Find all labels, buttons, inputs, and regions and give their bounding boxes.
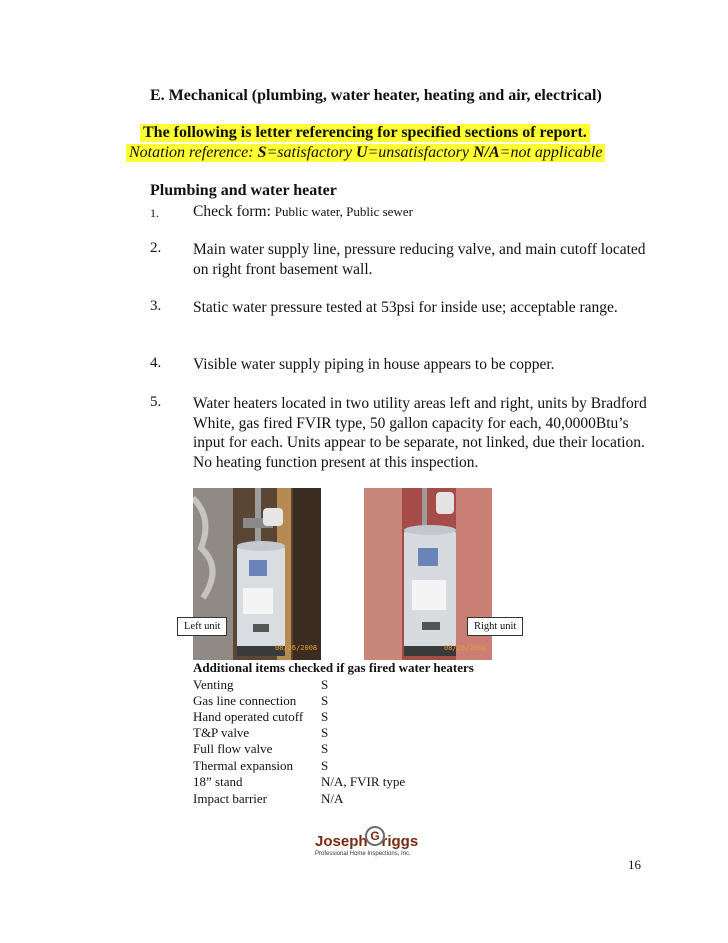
check-label: T&P valve [193, 725, 250, 740]
logo-name-left: Joseph [315, 833, 368, 850]
check-value: S [321, 725, 329, 740]
check-label: Thermal expansion [193, 758, 293, 773]
list-item [193, 202, 653, 222]
photo-date-stamp: 08/26/2008 [444, 644, 487, 652]
check-label: Full flow valve [193, 741, 273, 756]
logo-tagline: Professional Home Inspections, Inc. [315, 851, 411, 857]
list-item: Water heaters located in two utility areas left and right, units by Bradford White, gas fired FVIR type, 50 gallon capacity for each, 40,0000Btu’s input for each. Units appear to be separate, not linked, due their location. No heating function present at this inspection. [193, 395, 647, 471]
company-logo [315, 828, 427, 862]
additional-items-title: Additional items checked if gas fired water heaters [193, 660, 474, 675]
list-item: Static water pressure tested at 53psi for inside use; acceptable range. [193, 299, 618, 316]
item-number: 5. [150, 394, 162, 410]
highlight-line: The following is letter referencing for specified sections of report. [140, 124, 590, 142]
check-value: N/A [321, 791, 344, 806]
left-unit-label: Left unit [177, 617, 227, 636]
check-label: Gas line connection [193, 693, 297, 708]
notation-u-text: =unsatisfactory [367, 144, 473, 161]
notation-s-key: S [257, 144, 267, 161]
check-value: S [321, 693, 329, 708]
check-value: S [321, 677, 329, 692]
subheading: Plumbing and water heater [150, 182, 337, 199]
notation-na-text: =not applicable [499, 144, 603, 161]
check-value: S [321, 741, 329, 756]
list-item: Main water supply line, pressure reducing valve, and main cutoff located on right front basement wall. [193, 241, 646, 278]
item-number: 3. [150, 298, 162, 314]
item-text: Check form: [193, 203, 275, 220]
notation-reference [126, 144, 605, 162]
right-unit-label: Right unit [467, 617, 523, 636]
list-item: Visible water supply piping in house appears to be copper. [193, 356, 555, 373]
item-number: 2. [150, 240, 162, 256]
check-value: N/A, FVIR type [321, 774, 406, 789]
notation-prefix: Notation reference: [129, 144, 258, 161]
notation-s-text: =satisfactory [266, 144, 356, 161]
logo-name-right: riggs [381, 833, 419, 850]
check-value: S [321, 709, 329, 724]
logo-g-icon: G [365, 826, 385, 846]
item-number: 1. [150, 206, 159, 220]
notation-na-key: N/A [472, 144, 500, 161]
check-label: 18” stand [193, 774, 243, 789]
check-label: Hand operated cutoff [193, 709, 304, 724]
photo-date-stamp: 08/26/2008 [275, 644, 318, 652]
page-number: 16 [628, 857, 641, 872]
notation-u-key: U [355, 144, 368, 161]
check-label: Impact barrier [193, 791, 267, 806]
check-label: Venting [193, 677, 234, 692]
item-number: 4. [150, 355, 162, 371]
check-value: S [321, 758, 329, 773]
item-small-text: Public water, Public sewer [274, 204, 413, 219]
section-heading: E. Mechanical (plumbing, water heater, heating and air, electrical) [150, 87, 602, 104]
